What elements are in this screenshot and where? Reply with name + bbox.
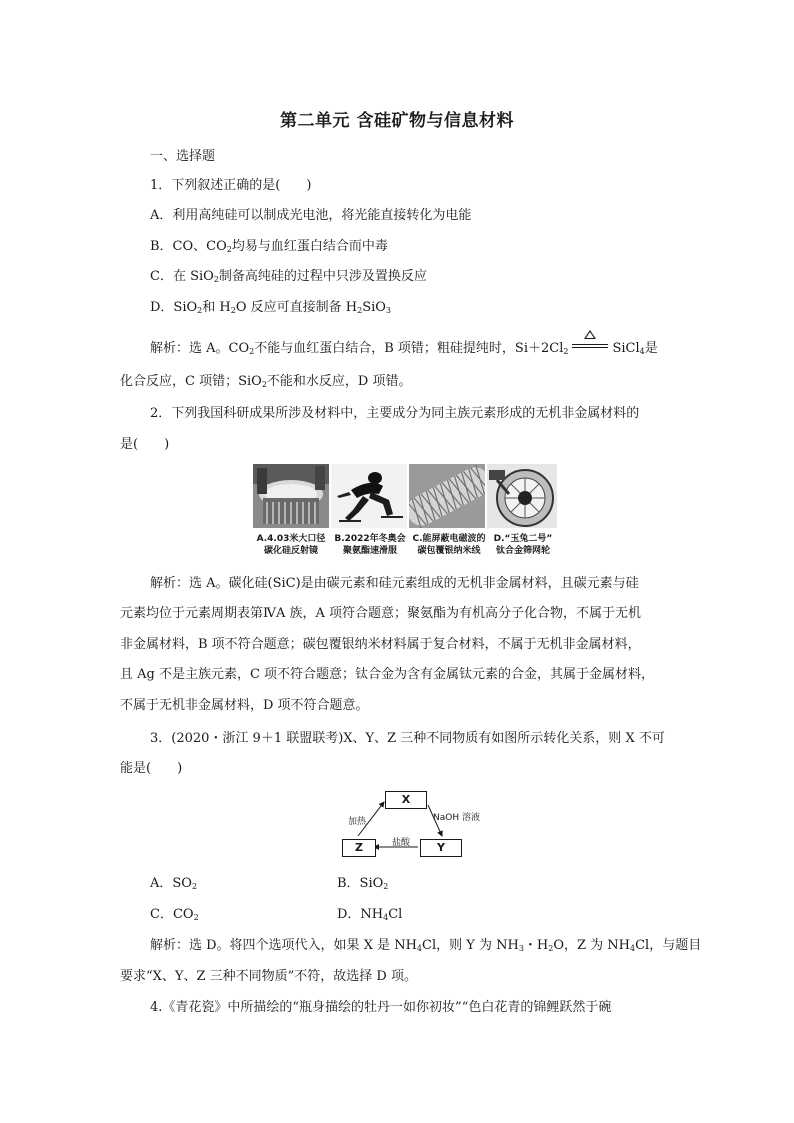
q3-option-d: D．$NH_4Cl$ — [337, 907, 403, 922]
heat-equilibrium-icon — [572, 339, 608, 353]
q2-answer-line1: 解析：选 A。碳化硅(SiC)是由碳元素和硅元素组成的无机非金属材料，且碳元素与硅 — [150, 576, 639, 591]
q1-stem: 1．下列叙述正确的是( ) — [150, 178, 312, 193]
photo-caption-d: D.“玉兔二号” 钛合金筛网轮 — [493, 534, 553, 556]
q4-stem-line1: 4.《青花瓷》中所描绘的“瓶身描绘的牡丹一如你初妆”“色白花青的锦鲤跃然于碗 — [150, 1000, 612, 1015]
q3-stem-line1: 3．(2020・浙江 9＋1 联盟联考)X、Y、Z 三种不同物质有如图所示转化关系，则 X 不可 — [150, 731, 665, 746]
page-title: 第二单元 含硅矿物与信息材料 — [280, 111, 514, 131]
photo-caption-a: A.4.03米大口径 碳化硅反射镜 — [256, 534, 326, 556]
q3-stem-line2: 能是( ) — [120, 761, 183, 776]
q3-answer-line2: 要求“X、Y、Z 三种不同物质”不符，故选择 D 项。 — [120, 969, 417, 984]
q3-answer-line1: 解析：选 D。将四个选项代入，如果 X 是 $NH_4Cl$，则 Y 为 $NH_3$・$H_2O$，Z 为 $NH_4Cl$，与题目 — [150, 938, 702, 953]
label-hcl: 盐酸 — [392, 838, 411, 848]
q1-option-d: D．SiO$_2$和 $H_2O$ 反应可直接制备 $H_2SiO_3$ — [150, 300, 392, 315]
node-z: Z — [342, 839, 376, 857]
q3-option-b: B．SiO$_2$ — [337, 876, 389, 891]
q3-option-a: A．$SO_2$ — [150, 876, 198, 891]
node-x: X — [385, 791, 427, 809]
silver-nanowire-photo — [409, 464, 485, 528]
q2-answer-line2: 元素均位于元素周期表第ⅣA 族，A 项符合题意；聚氨酯为有机高分子化合物，不属于无机 — [120, 606, 642, 621]
q2-answer-line3: 非金属材料，B 项不符合题意；碳包覆银纳米材料属于复合材料，不属于无机非金属材料， — [120, 637, 641, 652]
q1-option-b: B．CO、$CO_2$均易与血红蛋白结合而中毒 — [150, 239, 388, 254]
q1-option-c: C．在 SiO$_2$制备高纯硅的过程中只涉及置换反应 — [150, 269, 427, 284]
q2-stem-line2: 是( ) — [120, 437, 170, 452]
telescope-mirror-photo — [253, 464, 329, 528]
label-naoh: NaOH 溶液 — [433, 813, 480, 823]
q2-stem-line1: 2．下列我国科研成果所涉及材料中，主要成分为同主族元素形成的无机非金属材料的 — [150, 406, 640, 421]
q2-answer-line4: 且 Ag 不是主族元素，C 项不符合题意；钛合金为含有金属钛元素的合金，其属于金属材料， — [120, 667, 655, 682]
photo-caption-c: C.能屏蔽电磁波的 碳包覆银纳米线 — [412, 534, 486, 556]
q1-answer-line2: 化合反应，C 项错；SiO$_2$不能和水反应，D 项错。 — [120, 374, 412, 389]
rover-wheel-photo — [487, 464, 557, 528]
label-heat: 加热 — [348, 817, 367, 827]
conversion-diagram — [330, 788, 490, 868]
speed-skater-photo — [331, 464, 407, 528]
q2-answer-line5: 不属于无机非金属材料，D 项不符合题意。 — [120, 698, 369, 713]
q1-answer-line1: 解析：选 A。$CO_2$不能与血红蛋白结合，B 项错；粗硅提纯时，$Si+2Cl_2$ SiCl$_4$是 — [150, 339, 658, 358]
photo-caption-b: B.2022年冬奥会 聚氨酯速滑服 — [334, 534, 406, 556]
q1-option-a: A．利用高纯硅可以制成光电池，将光能直接转化为电能 — [150, 208, 472, 223]
node-y: Y — [420, 839, 462, 857]
q2-photo-strip — [253, 464, 557, 564]
q3-option-c: C．$CO_2$ — [150, 907, 199, 922]
section-heading: 一、选择题 — [150, 149, 216, 164]
